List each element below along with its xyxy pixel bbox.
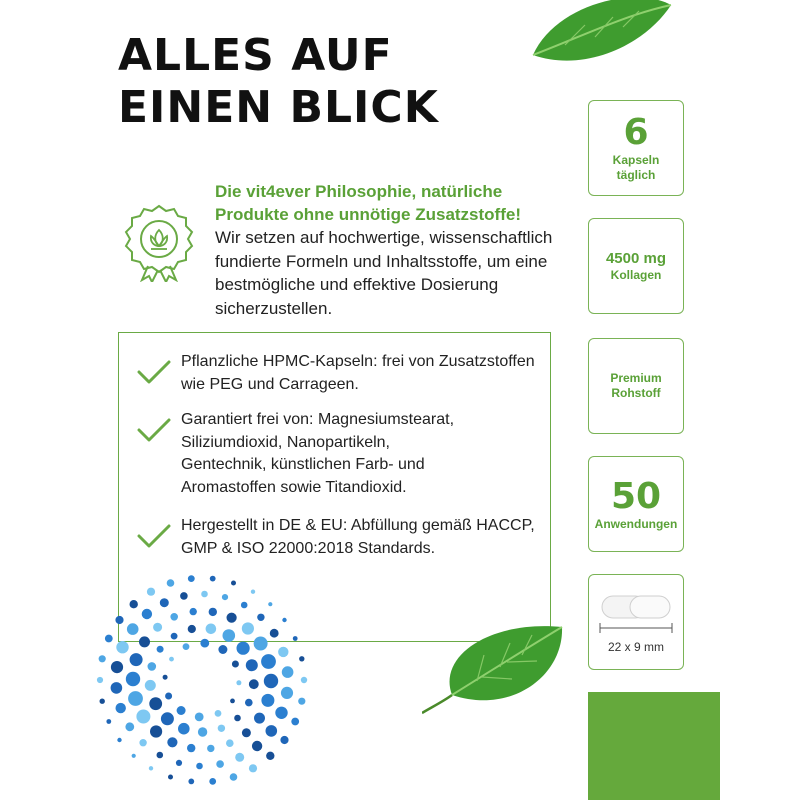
dot — [127, 623, 139, 635]
dot — [153, 623, 162, 632]
dot — [178, 723, 190, 735]
dot — [136, 710, 150, 724]
stat-premium — [588, 338, 684, 434]
dot — [280, 736, 288, 744]
dot — [299, 656, 304, 661]
dot — [163, 675, 168, 680]
dot — [245, 699, 253, 707]
stat-collagen — [588, 218, 684, 314]
dot-ring-decoration — [90, 568, 314, 792]
dot — [106, 719, 111, 724]
dot — [128, 691, 143, 706]
dot — [268, 602, 272, 606]
dot — [223, 629, 236, 642]
philosophy-heading: Die vit4ever Philosophie, natürliche Produkte ohne unnötige Zusatzstoffe! — [215, 182, 521, 224]
dot — [139, 739, 146, 746]
dot — [281, 687, 293, 699]
dot — [161, 712, 174, 725]
dot — [139, 636, 150, 647]
dot — [216, 760, 224, 768]
dot — [171, 633, 178, 640]
dot — [125, 722, 134, 731]
dot — [270, 629, 279, 638]
dot — [298, 698, 305, 705]
dot — [266, 725, 278, 737]
dot — [97, 677, 103, 683]
dot — [126, 672, 140, 686]
dot — [261, 694, 274, 707]
dot — [149, 766, 153, 770]
dot — [117, 738, 121, 742]
dot — [226, 739, 234, 747]
dot — [160, 598, 169, 607]
checkmark-icon — [137, 359, 171, 385]
dot — [230, 773, 238, 781]
dot — [195, 713, 204, 722]
dot — [301, 677, 307, 683]
stat-capsules-value: 6 — [623, 112, 649, 153]
leaf-decoration-bottom — [422, 615, 572, 720]
dot — [115, 616, 123, 624]
philosophy-body: Wir setzen auf hochwertige, wissenschaftlich fundierte Formeln und Inhaltsstoffe, um eine bestmögliche und effektive Dosierung sicherzustellen. — [215, 228, 553, 318]
title-line-1: ALLES AUF — [118, 30, 393, 81]
dot — [232, 661, 239, 668]
checkmark-icon — [137, 523, 171, 549]
dot — [100, 699, 105, 704]
dot — [132, 754, 136, 758]
stat-collagen-value: 4500 mg — [605, 249, 667, 267]
dot — [251, 590, 255, 594]
dot — [170, 613, 178, 621]
dot — [249, 679, 259, 689]
dot — [207, 745, 214, 752]
stat-capsules-label-1: Kapseln — [612, 153, 660, 167]
dot — [148, 662, 157, 671]
dot — [236, 680, 241, 685]
green-block-decoration — [588, 692, 720, 800]
dot — [157, 752, 164, 759]
dot — [242, 728, 251, 737]
feature-text: Pflanzliche HPMC-Kapseln: frei von Zusatzstoffen wie PEG und Carrageen. — [181, 353, 535, 393]
dot — [116, 703, 126, 713]
dot — [130, 600, 138, 608]
dot — [201, 591, 208, 598]
dot — [196, 763, 203, 770]
dot — [242, 622, 254, 634]
title-line-2: EINEN BLICK — [118, 82, 439, 133]
dot — [165, 693, 172, 700]
dot — [231, 581, 236, 586]
feature-text: Garantiert frei von: Magnesiumstearat, Siliziumdioxid, Nanopartikeln, Gentechnik, künstlichen Farb- und Aromastoffen sowie Titandioxid. — [181, 411, 455, 496]
dot — [180, 592, 188, 600]
dot — [167, 737, 177, 747]
stat-applications — [588, 456, 684, 552]
page-title — [118, 30, 439, 134]
capsule-icon — [596, 590, 676, 640]
stat-premium-line-1: Premium — [610, 371, 662, 385]
dot — [210, 576, 216, 582]
dot — [149, 697, 162, 710]
dot — [99, 655, 106, 662]
checkmark-icon — [137, 417, 171, 443]
dot — [188, 575, 195, 582]
stat-premium-line-2: Rohstoff — [611, 386, 661, 400]
stat-applications-value: 50 — [610, 475, 662, 517]
dot — [168, 775, 173, 780]
dot — [130, 653, 143, 666]
dot — [116, 641, 128, 653]
leaf-decoration-top — [525, 0, 675, 70]
dot — [252, 741, 262, 751]
dot — [188, 779, 194, 785]
dot — [227, 613, 237, 623]
dot — [254, 637, 268, 651]
dot — [230, 699, 235, 704]
dot — [222, 594, 228, 600]
dot — [254, 713, 265, 724]
dot — [111, 682, 123, 694]
dot — [257, 614, 264, 621]
dot — [200, 639, 209, 648]
dot — [235, 753, 244, 762]
dot — [187, 744, 195, 752]
dot — [198, 727, 207, 736]
dot — [167, 579, 175, 587]
dot — [147, 588, 155, 596]
dot — [266, 752, 274, 760]
stat-capsules — [588, 100, 684, 196]
dot — [234, 715, 241, 722]
dot — [249, 764, 257, 772]
dot — [275, 707, 287, 719]
dot — [176, 760, 182, 766]
dot — [218, 725, 225, 732]
dot — [261, 654, 276, 669]
dot — [142, 609, 152, 619]
dot — [241, 602, 248, 609]
dot — [111, 661, 123, 673]
dot — [177, 706, 186, 715]
dot — [209, 608, 217, 616]
dot — [237, 642, 250, 655]
feature-text: Hergestellt in DE & EU: Abfüllung gemäß HACCP, GMP & ISO 22000:2018 Standards. — [181, 517, 535, 557]
dot — [278, 647, 288, 657]
dot — [215, 710, 222, 717]
stat-size — [588, 574, 684, 670]
dot — [183, 643, 190, 650]
stat-capsules-label-2: täglich — [616, 168, 656, 182]
dot — [169, 657, 174, 662]
dot — [105, 635, 113, 643]
dot — [188, 625, 196, 633]
dot — [264, 674, 278, 688]
dot — [157, 646, 164, 653]
stat-collagen-label: Kollagen — [610, 267, 662, 282]
dot — [206, 624, 217, 635]
dot — [282, 666, 294, 678]
dot — [293, 636, 298, 641]
dot — [291, 718, 299, 726]
leaf-seal-icon — [118, 200, 200, 282]
stat-size-label: 22 x 9 mm — [607, 639, 664, 654]
dot — [218, 645, 227, 654]
dot — [190, 608, 197, 615]
dot — [246, 659, 258, 671]
dot — [209, 778, 216, 785]
dot — [150, 725, 162, 737]
stat-applications-label: Anwendungen — [594, 516, 678, 531]
dot — [145, 680, 156, 691]
dot — [282, 618, 286, 622]
